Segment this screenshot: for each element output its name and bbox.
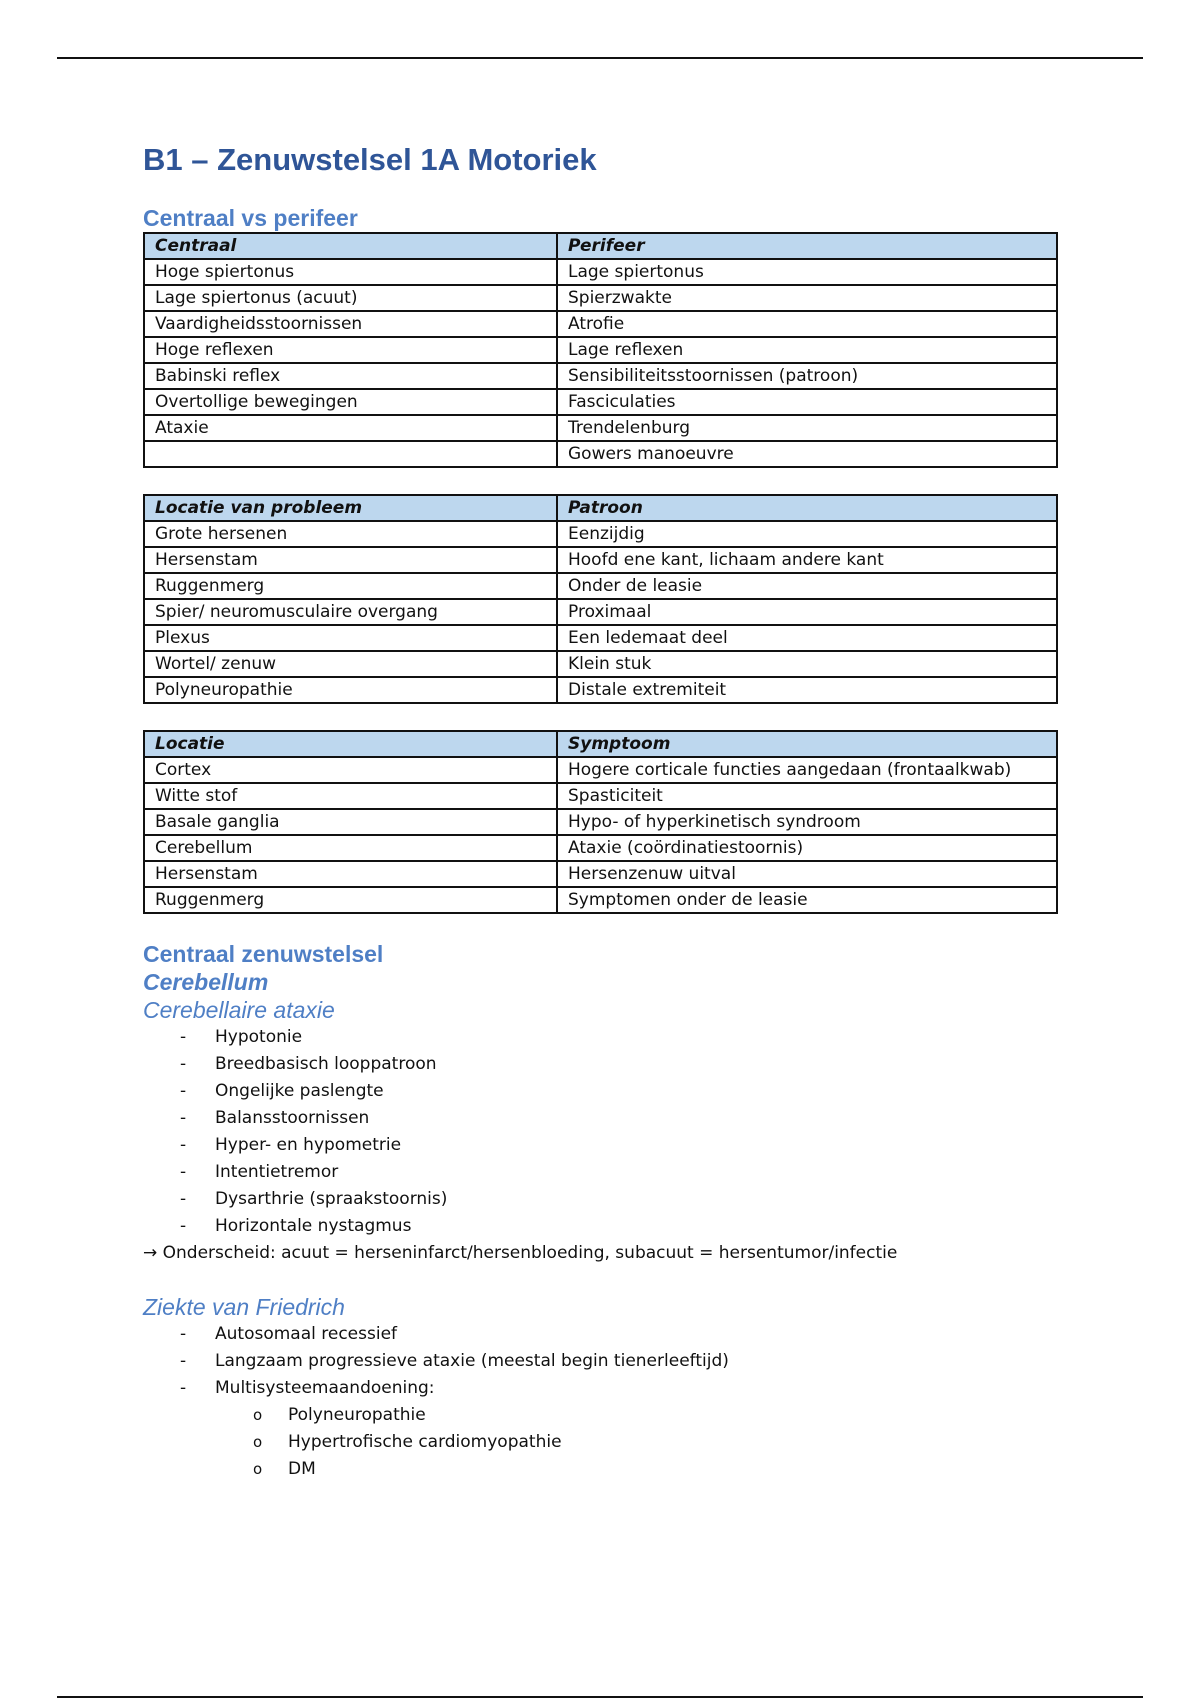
- table-row: [144, 835, 1057, 861]
- table-cell: Basale ganglia: [144, 809, 557, 835]
- list-item-text: Hypotonie: [215, 1027, 303, 1047]
- table-locatie-symptoom: [143, 730, 1058, 914]
- list-item-text: Langzaam progressieve ataxie (meestal begin tienerleeftijd): [215, 1351, 729, 1371]
- table-cell: Trendelenburg: [557, 415, 1057, 441]
- table-cell: Polyneuropathie: [144, 677, 557, 703]
- table-cell: Plexus: [144, 625, 557, 651]
- table-cell: Fasciculaties: [557, 389, 1057, 415]
- footer-rule: [57, 1696, 1143, 1698]
- dash-bullet: -: [180, 1054, 187, 1074]
- table-cell: [144, 441, 557, 467]
- list-item-text: Hypertrofische cardiomyopathie: [288, 1432, 562, 1452]
- list-item-text: DM: [288, 1459, 316, 1479]
- table-cell: Proximaal: [557, 599, 1057, 625]
- friedrich-list: [143, 1321, 1058, 1483]
- table-header-cell: Symptoom: [557, 731, 1057, 757]
- table-cell: Lage reflexen: [557, 337, 1057, 363]
- dash-bullet: -: [180, 1135, 187, 1155]
- subheading-cerebellaire-ataxie: Cerebellaire ataxie: [143, 997, 335, 1023]
- table-cell: Hersenzenuw uitval: [557, 861, 1057, 887]
- table-cell: Klein stuk: [557, 651, 1057, 677]
- list-item: [143, 1186, 1058, 1213]
- table-header-row: [144, 495, 1057, 521]
- sub-list-item: [143, 1456, 1058, 1483]
- list-item-text: Horizontale nystagmus: [215, 1216, 412, 1236]
- list-item-text: Hyper- en hypometrie: [215, 1135, 402, 1155]
- list-item-text: Balansstoornissen: [215, 1108, 370, 1128]
- table-cell: Babinski reflex: [144, 363, 557, 389]
- table-row: [144, 573, 1057, 599]
- dash-bullet: -: [180, 1324, 187, 1344]
- table-cell: Spier/ neuromusculaire overgang: [144, 599, 557, 625]
- list-item: [143, 1051, 1058, 1078]
- table-cell: Eenzijdig: [557, 521, 1057, 547]
- table-cell: Ataxie: [144, 415, 557, 441]
- table-cell: Grote hersenen: [144, 521, 557, 547]
- table-row: [144, 757, 1057, 783]
- ataxie-list: [143, 1024, 1058, 1240]
- subheading-cerebellum: Cerebellum: [143, 969, 269, 995]
- arrow-right-icon: →: [143, 1243, 158, 1263]
- circle-bullet-icon: o: [253, 1460, 263, 1478]
- table-row: [144, 389, 1057, 415]
- list-item: [143, 1348, 1058, 1375]
- dash-bullet: -: [180, 1027, 187, 1047]
- table-cell: Hoge reflexen: [144, 337, 557, 363]
- dash-bullet: -: [180, 1378, 187, 1398]
- table-row: [144, 311, 1057, 337]
- dash-bullet: -: [180, 1189, 187, 1209]
- section-heading-centraal-vs-perifeer: Centraal vs perifeer: [143, 205, 358, 231]
- list-item-text: Intentietremor: [215, 1162, 339, 1182]
- table-cell: Hersenstam: [144, 861, 557, 887]
- table-header-cell: Perifeer: [557, 233, 1057, 259]
- table-row: [144, 547, 1057, 573]
- table-cell: Lage spiertonus: [557, 259, 1057, 285]
- dash-bullet: -: [180, 1108, 187, 1128]
- dash-bullet: -: [180, 1081, 187, 1101]
- dash-bullet: -: [180, 1351, 187, 1371]
- list-item: [143, 1375, 1058, 1402]
- onderscheid-note: [143, 1240, 1058, 1267]
- table-cell: Hypo- of hyperkinetisch syndroom: [557, 809, 1057, 835]
- table-cell: Hersenstam: [144, 547, 557, 573]
- table-row: [144, 783, 1057, 809]
- page-title: B1 – Zenuwstelsel 1A Motoriek: [143, 142, 597, 177]
- list-item-text: Polyneuropathie: [288, 1405, 426, 1425]
- list-item: [143, 1159, 1058, 1186]
- table-cell: Onder de leasie: [557, 573, 1057, 599]
- table-row: [144, 441, 1057, 467]
- table-header-row: [144, 233, 1057, 259]
- table-cell: Cortex: [144, 757, 557, 783]
- table-cell: Spasticiteit: [557, 783, 1057, 809]
- table-header-cell: Patroon: [557, 495, 1057, 521]
- table-cell: Cerebellum: [144, 835, 557, 861]
- table-row: [144, 363, 1057, 389]
- table-header-row: [144, 731, 1057, 757]
- table-row: [144, 677, 1057, 703]
- section-heading-centraal-zenuwstelsel: Centraal zenuwstelsel: [143, 941, 384, 967]
- sub-list-item: [143, 1429, 1058, 1456]
- list-item: [143, 1078, 1058, 1105]
- table-cell: Gowers manoeuvre: [557, 441, 1057, 467]
- table-cell: Vaardigheidsstoornissen: [144, 311, 557, 337]
- list-item: [143, 1213, 1058, 1240]
- circle-bullet-icon: o: [253, 1406, 263, 1424]
- table-cell: Ruggenmerg: [144, 887, 557, 913]
- subheading-ziekte-van-friedrich: Ziekte van Friedrich: [143, 1294, 345, 1320]
- list-item: [143, 1105, 1058, 1132]
- list-item-text: Breedbasisch looppatroon: [215, 1054, 437, 1074]
- table-row: [144, 887, 1057, 913]
- table-row: [144, 625, 1057, 651]
- list-item-text: Multisysteemaandoening:: [215, 1378, 435, 1398]
- onderscheid-text: Onderscheid: acuut = herseninfarct/hersenbloeding, subacuut = hersentumor/infectie: [162, 1243, 898, 1263]
- list-item-text: Ongelijke paslengte: [215, 1081, 384, 1101]
- table-cell: Spierzwakte: [557, 285, 1057, 311]
- table-cell: Overtollige bewegingen: [144, 389, 557, 415]
- table-header-cell: Locatie van probleem: [144, 495, 557, 521]
- table-cell: Sensibiliteitsstoornissen (patroon): [557, 363, 1057, 389]
- circle-bullet-icon: o: [253, 1433, 263, 1451]
- table-header-cell: Centraal: [144, 233, 557, 259]
- table-row: [144, 521, 1057, 547]
- table-locatie-patroon: [143, 494, 1058, 704]
- table-cell: Symptomen onder de leasie: [557, 887, 1057, 913]
- list-item-text: Autosomaal recessief: [215, 1324, 398, 1344]
- table-cell: Ruggenmerg: [144, 573, 557, 599]
- dash-bullet: -: [180, 1216, 187, 1236]
- sub-list-item: [143, 1402, 1058, 1429]
- table-row: [144, 599, 1057, 625]
- table-centraal-perifeer: [143, 232, 1058, 468]
- list-item: [143, 1024, 1058, 1051]
- table-cell: Hoge spiertonus: [144, 259, 557, 285]
- table-cell: Hogere corticale functies aangedaan (frontaalkwab): [557, 757, 1057, 783]
- table-cell: Lage spiertonus (acuut): [144, 285, 557, 311]
- table-cell: Wortel/ zenuw: [144, 651, 557, 677]
- table-cell: Ataxie (coördinatiestoornis): [557, 835, 1057, 861]
- table-cell: Hoofd ene kant, lichaam andere kant: [557, 547, 1057, 573]
- table-cell: Atrofie: [557, 311, 1057, 337]
- table-row: [144, 285, 1057, 311]
- header-rule: [57, 57, 1143, 59]
- table-row: [144, 259, 1057, 285]
- table-cell: Distale extremiteit: [557, 677, 1057, 703]
- table-row: [144, 861, 1057, 887]
- table-row: [144, 651, 1057, 677]
- table-cell: Een ledemaat deel: [557, 625, 1057, 651]
- table-row: [144, 415, 1057, 441]
- document-body: [143, 140, 1058, 1483]
- list-item: [143, 1321, 1058, 1348]
- list-item: [143, 1132, 1058, 1159]
- table-row: [144, 337, 1057, 363]
- dash-bullet: -: [180, 1162, 187, 1182]
- list-item-text: Dysarthrie (spraakstoornis): [215, 1189, 448, 1209]
- table-cell: Witte stof: [144, 783, 557, 809]
- table-header-cell: Locatie: [144, 731, 557, 757]
- table-row: [144, 809, 1057, 835]
